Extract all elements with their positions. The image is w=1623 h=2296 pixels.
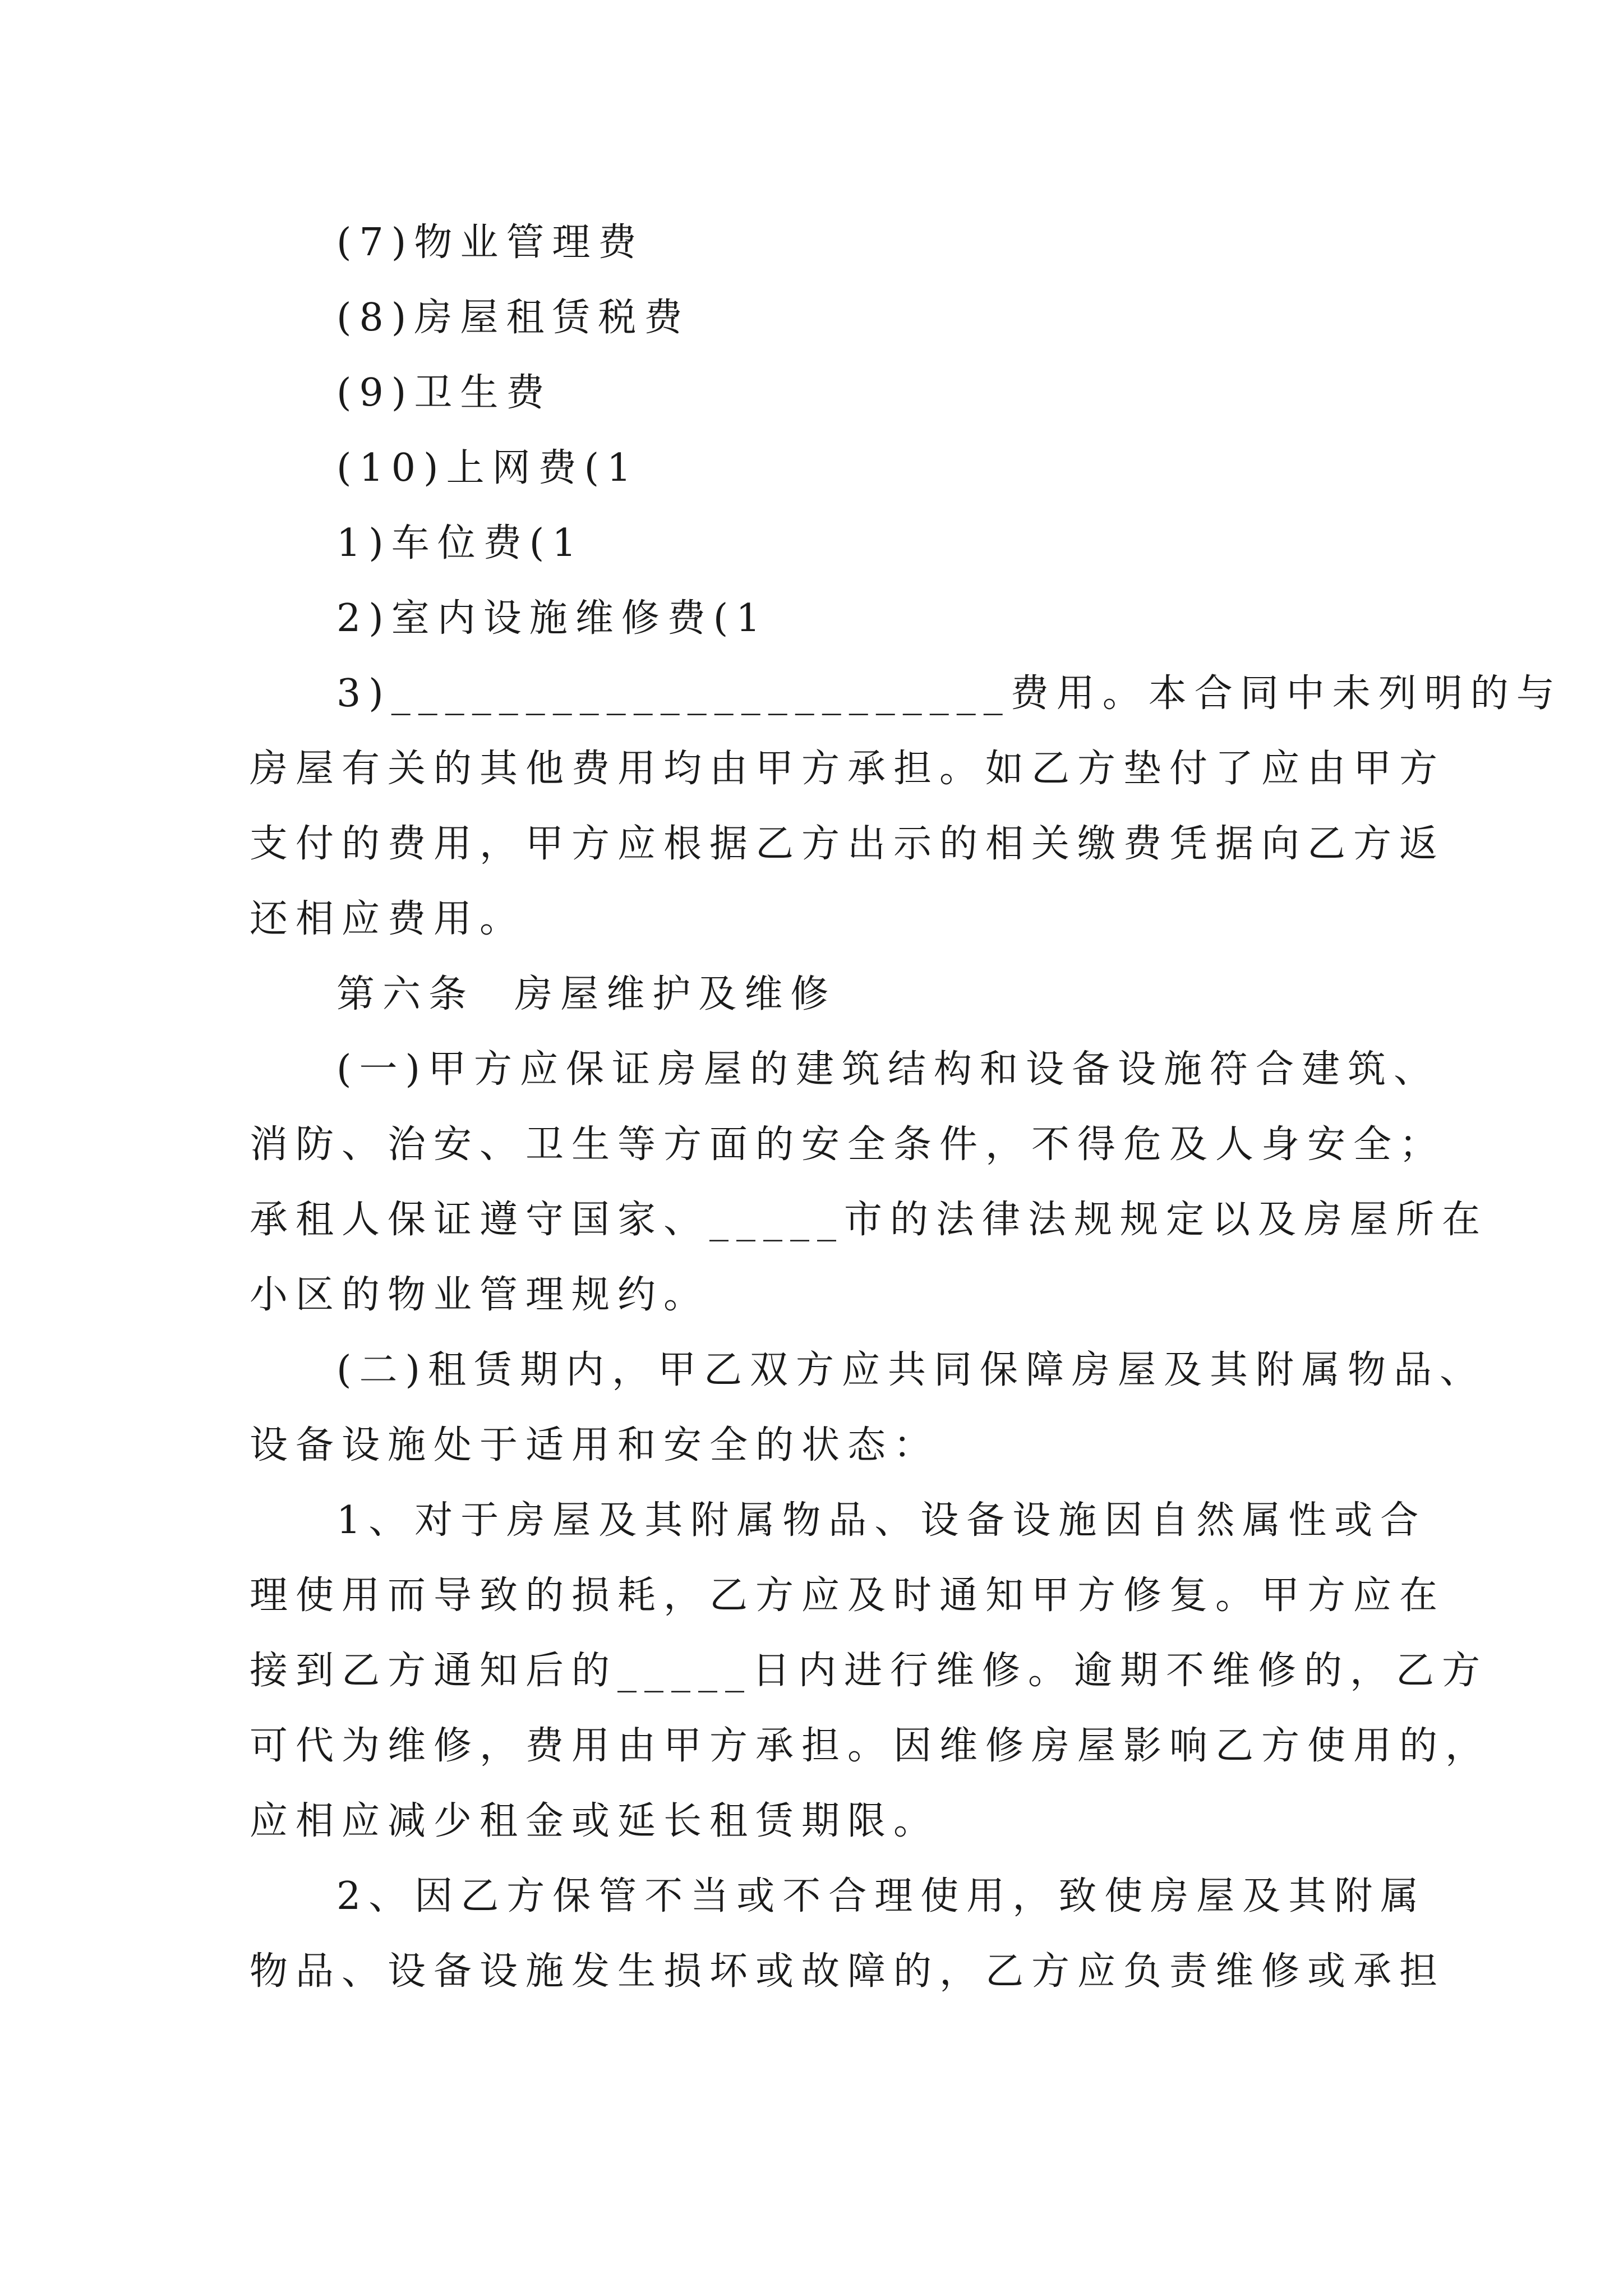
paragraph-line: 小区的物业管理规约。 bbox=[250, 1273, 710, 1317]
paragraph-line: 3)_______________________费用。本合同中未列明的与 bbox=[336, 671, 1562, 716]
paragraph-line: 承租人保证遵守国家、_____市的法律法规规定以及房屋所在 bbox=[250, 1198, 1488, 1242]
paragraph-line: 消防、治安、卫生等方面的安全条件，不得危及人身安全； bbox=[250, 1122, 1446, 1167]
paragraph-line: 还相应费用。 bbox=[250, 897, 526, 941]
list-item: (8)房屋租赁税费 bbox=[336, 296, 690, 340]
paragraph-line: 2、因乙方保管不当或不合理使用，致使房屋及其附属 bbox=[336, 1874, 1427, 1918]
paragraph-line: (二)租赁期内，甲乙双方应共同保障房屋及其附属物品、 bbox=[336, 1348, 1486, 1392]
list-item: 2)室内设施维修费(1 bbox=[336, 596, 768, 641]
list-item: (10)上网费(1 bbox=[336, 446, 639, 490]
paragraph-line: 支付的费用，甲方应根据乙方出示的相关缴费凭据向乙方返 bbox=[250, 822, 1446, 866]
section-heading: 第六条 房屋维护及维修 bbox=[336, 972, 837, 1016]
paragraph-line: 接到乙方通知后的_____日内进行维修。逾期不维修的，乙方 bbox=[250, 1649, 1488, 1693]
paragraph-line: (一)甲方应保证房屋的建筑结构和设备设施符合建筑、 bbox=[336, 1047, 1440, 1092]
paragraph-line: 物品、设备设施发生损坏或故障的，乙方应负责维修或承担 bbox=[250, 1949, 1446, 1994]
paragraph-line: 可代为维修，费用由甲方承担。因维修房屋影响乙方使用的， bbox=[250, 1724, 1492, 1768]
paragraph-line: 1、对于房屋及其附属物品、设备设施因自然属性或合 bbox=[336, 1498, 1427, 1543]
paragraph-line: 应相应减少租金或延长租赁期限。 bbox=[250, 1799, 940, 1843]
list-item: (7)物业管理费 bbox=[336, 220, 644, 265]
paragraph-line: 理使用而导致的损耗，乙方应及时通知甲方修复。甲方应在 bbox=[250, 1573, 1446, 1618]
paragraph-line: 房屋有关的其他费用均由甲方承担。如乙方垫付了应由甲方 bbox=[250, 747, 1446, 791]
paragraph-line: 设备设施处于适用和安全的状态： bbox=[250, 1423, 940, 1467]
list-item: (9)卫生费 bbox=[336, 371, 552, 415]
list-item: 1)车位费(1 bbox=[336, 521, 584, 565]
